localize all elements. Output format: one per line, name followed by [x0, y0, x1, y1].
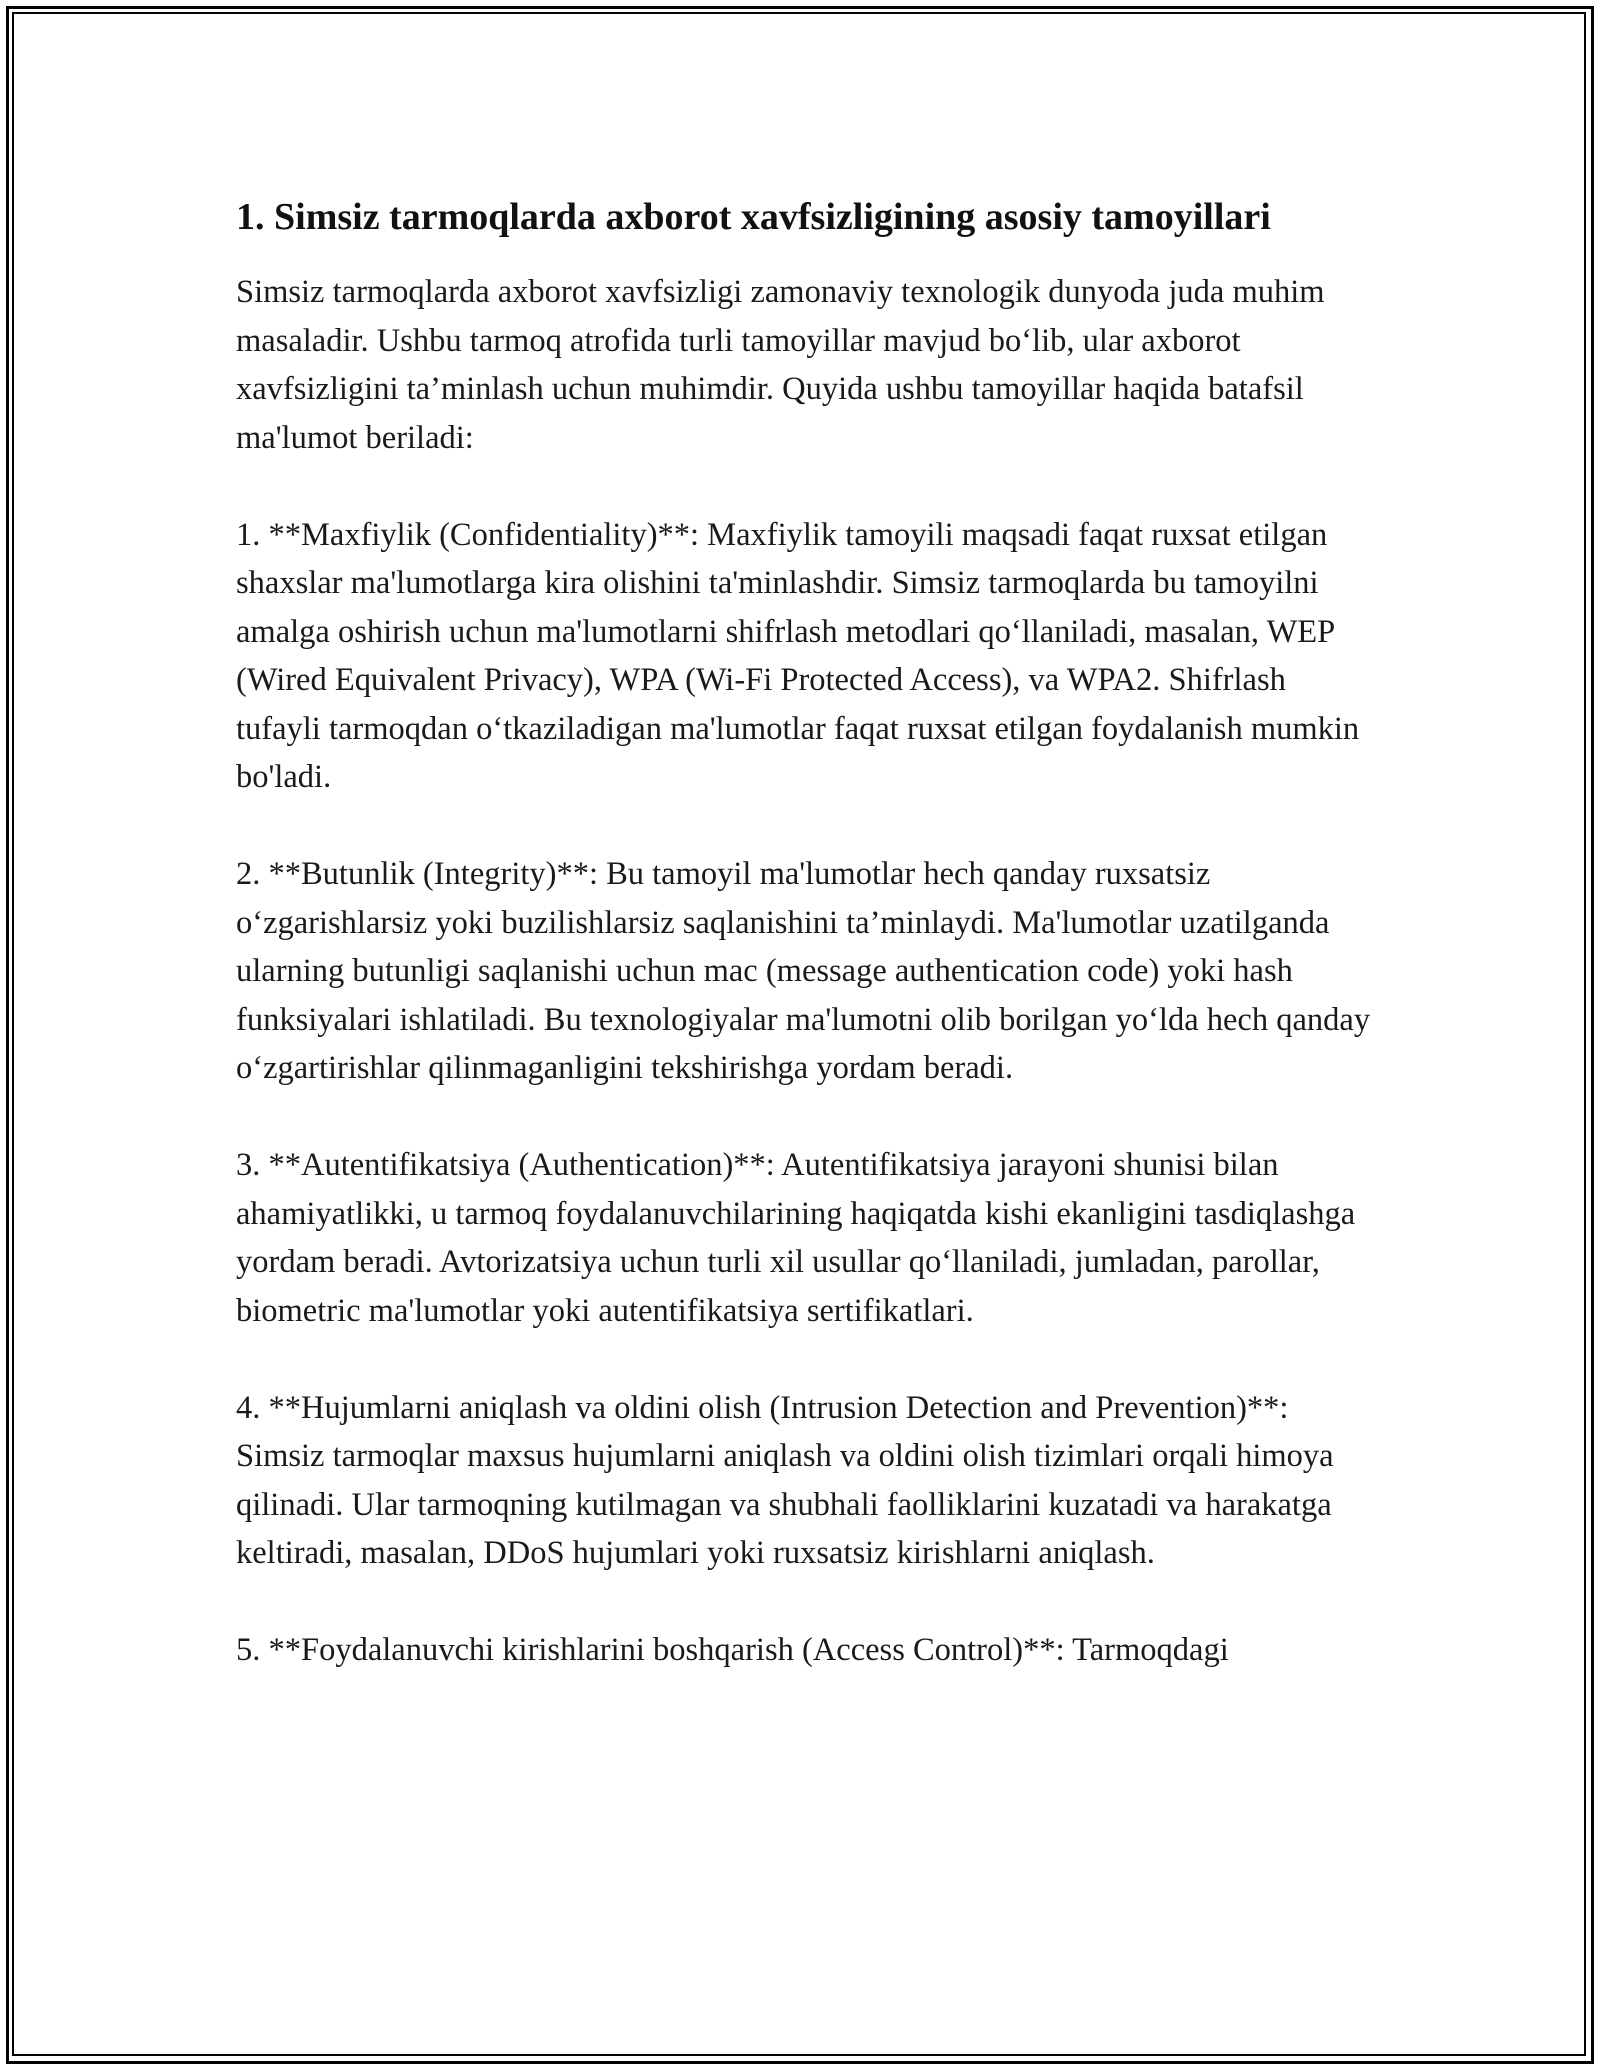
- paragraph-authentication: 3. **Autentifikatsiya (Authentication)**: Autentifikatsiya jarayoni shunisi bilan ahamiyatlikki, u tarmoq foydalanuvchilarining haqiqatda kishi ekanligini tasdiqlashga yordam beradi. Avtorizatsiya uchun turli xil usullar qo‘llaniladi, jumladan, parollar, biometric ma'lumotlar yoki autentifikatsiya sertifikatlari.: [236, 1147, 1356, 1329]
- paragraph-confidentiality: 1. **Maxfiylik (Confidentiality)**: Maxfiylik tamoyili maqsadi faqat ruxsat etilgan shaxslar ma'lumotlarga kira olishini ta'minlashdir. Simsiz tarmoqlarda bu tamoyilni amalga oshirish uchun ma'lumotlarni shifrlash metodlari qo‘llaniladi, masalan, WEP (Wired Equivalent Privacy), WPA (Wi-Fi Protected Access), va WPA2. Shifrlash tufayli tarmoqdan o‘tkaziladigan ma'lumotlar faqat ruxsat etilgan foydalanish mumkin bo'ladi.: [236, 516, 1360, 795]
- intro-paragraph: Simsiz tarmoqlarda axborot xavfsizligi zamonaviy texnologik dunyoda juda muhim masaladir. Ushbu tarmoq atrofida turli tamoyillar mavjud bo‘lib, ular axborot xavfsizligini ta’minlash uchun muhimdir. Quyida ushbu tamoyillar haqida batafsil ma'lumot beriladi:: [236, 274, 1325, 456]
- paragraph-integrity: 2. **Butunlik (Integrity)**: Bu tamoyil ma'lumotlar hech qanday ruxsatsiz o‘zgarishlarsiz yoki buzilishlarsiz saqlanishini ta’minlaydi. Ma'lumotlar uzatilganda ularning butunligi saqlanishi uchun mac (message authentication code) yoki hash funksiyalari ishlatiladi. Bu texnologiyalar ma'lumotni olib borilgan yo‘lda hech qanday o‘zgartirishlar qilinmaganligini tekshirishga yordam beradi.: [236, 856, 1371, 1086]
- paragraph-access-control: 5. **Foydalanuvchi kirishlarini boshqarish (Access Control)**: Tarmoqdagi: [236, 1632, 1229, 1668]
- document-body: [236, 190, 1376, 1723]
- paragraph-intrusion-detection: 4. **Hujumlarni aniqlash va oldini olish (Intrusion Detection and Prevention)**: Simsiz tarmoqlar maxsus hujumlarni aniqlash va oldini olish tizimlari orqali himoya qilinadi. Ular tarmoqning kutilmagan va shubhali faolliklarini kuzatadi va harakatga keltiradi, masalan, DDoS hujumlari yoki ruxsatsiz kirishlarni aniqlash.: [236, 1389, 1334, 1571]
- section-heading: 1. Simsiz tarmoqlarda axborot xavfsizligining asosiy tamoyillari: [236, 196, 1271, 238]
